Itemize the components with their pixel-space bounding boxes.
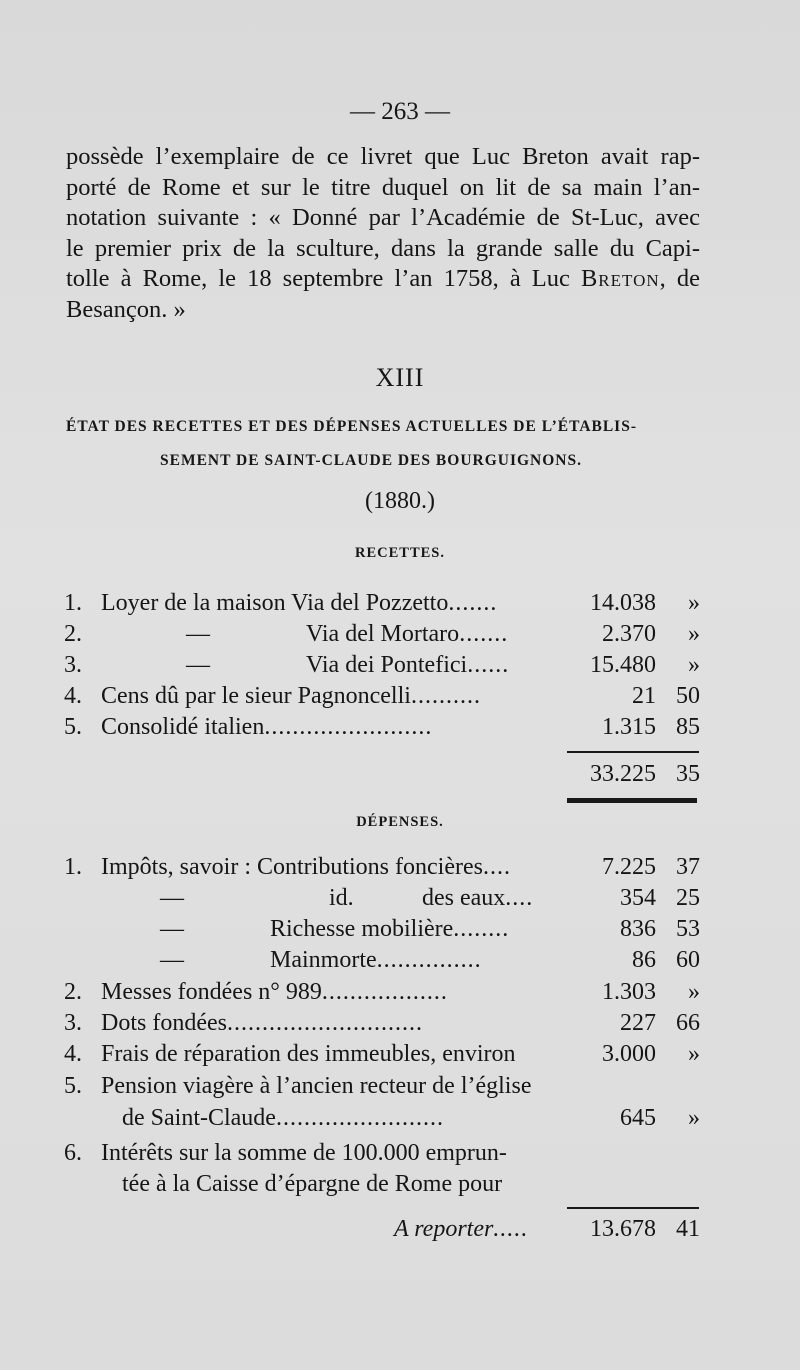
item-amount: 14.038 — [590, 590, 656, 616]
text-fragment: tolle à Rome, le 18 septembre l’an 1758, à Luc — [66, 265, 570, 292]
item-number: 1. — [64, 590, 82, 616]
item-amount: 21 — [632, 683, 656, 709]
table-row — [64, 1102, 704, 1134]
table-row — [64, 680, 704, 712]
item-amount: 15.480 — [590, 652, 656, 678]
depenses-heading: DÉPENSES. — [356, 814, 444, 830]
item-description: Dots fondées............................ — [101, 1010, 423, 1036]
table-row — [64, 711, 704, 743]
item-number: 1. — [64, 854, 82, 880]
item-description: tée à la Caisse d’épargne de Rome pour — [122, 1171, 503, 1197]
item-description: Via dei Pontefici...... — [306, 652, 510, 678]
item-amount: 645 — [620, 1105, 656, 1131]
table-row — [64, 1137, 704, 1169]
total-cents: 35 — [676, 761, 700, 787]
item-amount: 86 — [632, 947, 656, 973]
item-description: Richesse mobilière........ — [270, 916, 510, 942]
ditto-dash: — — [160, 885, 184, 911]
item-description: Pension viagère à l’ancien recteur de l’église — [101, 1073, 532, 1099]
item-number: 2. — [64, 621, 82, 647]
sum-rule — [567, 1207, 699, 1209]
year: (1880.) — [365, 488, 435, 514]
ditto-id: id. — [329, 885, 354, 911]
item-amount: 836 — [620, 916, 656, 942]
item-cents: 25 — [676, 885, 700, 911]
table-row — [64, 851, 704, 883]
item-amount: 2.370 — [602, 621, 656, 647]
item-description: de Saint-Claude........................ — [122, 1105, 444, 1131]
carry-amount: 13.678 — [590, 1216, 656, 1242]
ditto-dash: — — [186, 652, 210, 678]
text-line: possède l’exemplaire de ce livret que Luc Breton avait rap- — [66, 143, 700, 170]
table-row — [64, 1168, 704, 1200]
table-row — [64, 1070, 704, 1102]
item-cents: » — [688, 652, 700, 678]
item-cents: » — [688, 590, 700, 616]
text-line: notation suivante : « Donné par l’Académie de St-Luc, avec — [66, 204, 700, 231]
table-row — [64, 587, 704, 619]
sum-rule — [567, 751, 699, 753]
table-row — [64, 1007, 704, 1039]
item-number: 3. — [64, 652, 82, 678]
section-title-line: ÉTAT DES RECETTES ET DES DÉPENSES ACTUELLES DE L’ÉTABLIS- — [66, 418, 637, 435]
page-number: — 263 — — [350, 98, 450, 125]
text-fragment: , de — [659, 265, 701, 292]
item-amount: 354 — [620, 885, 656, 911]
item-amount: 7.225 — [602, 854, 656, 880]
item-description: Via del Mortaro....... — [306, 621, 509, 647]
item-amount: 227 — [620, 1010, 656, 1036]
text-line: le premier prix de la sculture, dans la grande salle du Capi- — [66, 234, 700, 262]
item-cents: 53 — [676, 916, 700, 942]
item-amount: 1.315 — [602, 714, 656, 740]
carry-cents: 41 — [676, 1216, 700, 1242]
table-row — [64, 944, 704, 976]
item-cents: 85 — [676, 714, 700, 740]
text-line: porté de Rome et sur le titre duquel on lit de sa main l’an- — [66, 173, 700, 201]
item-description: Intérêts sur la somme de 100.000 emprun- — [101, 1140, 507, 1166]
item-cents: » — [688, 1041, 700, 1067]
item-amount: 1.303 — [602, 979, 656, 1005]
ditto-dash: — — [160, 947, 184, 973]
item-number: 2. — [64, 979, 82, 1005]
item-cents: » — [688, 1105, 700, 1131]
item-number: 3. — [64, 1010, 82, 1036]
ditto-dash: — — [160, 916, 184, 942]
item-description: Cens dû par le sieur Pagnoncelli.......... — [101, 683, 481, 709]
table-row — [64, 618, 704, 650]
item-description: Mainmorte............... — [270, 947, 482, 973]
total-rule — [567, 798, 697, 803]
item-number: 4. — [64, 683, 82, 709]
text-line: Besançon. » — [66, 295, 186, 323]
section-number: XIII — [375, 363, 425, 392]
table-row — [64, 913, 704, 945]
item-number: 5. — [64, 714, 82, 740]
item-description: des eaux.... — [422, 885, 534, 911]
item-description: Consolidé italien........................ — [101, 714, 433, 740]
total-amount: 33.225 — [590, 761, 656, 787]
item-amount: 3.000 — [602, 1041, 656, 1067]
table-row — [64, 649, 704, 681]
item-description: Loyer de la maison Via del Pozzetto....... — [101, 590, 498, 616]
item-number: 4. — [64, 1041, 82, 1067]
smallcaps-name: Breton — [580, 265, 660, 292]
item-description: Messes fondées n° 989.................. — [101, 979, 448, 1005]
carry-label: A reporter..... — [394, 1216, 529, 1242]
item-cents: 66 — [676, 1010, 700, 1036]
item-cents: 60 — [676, 947, 700, 973]
recettes-heading: RECETTES. — [355, 545, 445, 561]
item-cents: » — [688, 979, 700, 1005]
carry-forward-row — [64, 1213, 704, 1245]
item-cents: 50 — [676, 683, 700, 709]
total-row — [64, 758, 704, 790]
text-line — [66, 264, 700, 295]
ditto-dash: — — [186, 621, 210, 647]
intro-paragraph — [66, 142, 700, 325]
table-row — [64, 882, 704, 914]
table-row — [64, 1038, 704, 1070]
item-number: 6. — [64, 1140, 82, 1166]
item-description: Impôts, savoir : Contributions foncières.... — [101, 854, 511, 880]
item-cents: » — [688, 621, 700, 647]
table-row — [64, 976, 704, 1008]
item-cents: 37 — [676, 854, 700, 880]
item-description: Frais de réparation des immeubles, environ — [101, 1041, 516, 1067]
section-title-line: SEMENT DE SAINT-CLAUDE DES BOURGUIGNONS. — [160, 452, 582, 469]
item-number: 5. — [64, 1073, 82, 1099]
